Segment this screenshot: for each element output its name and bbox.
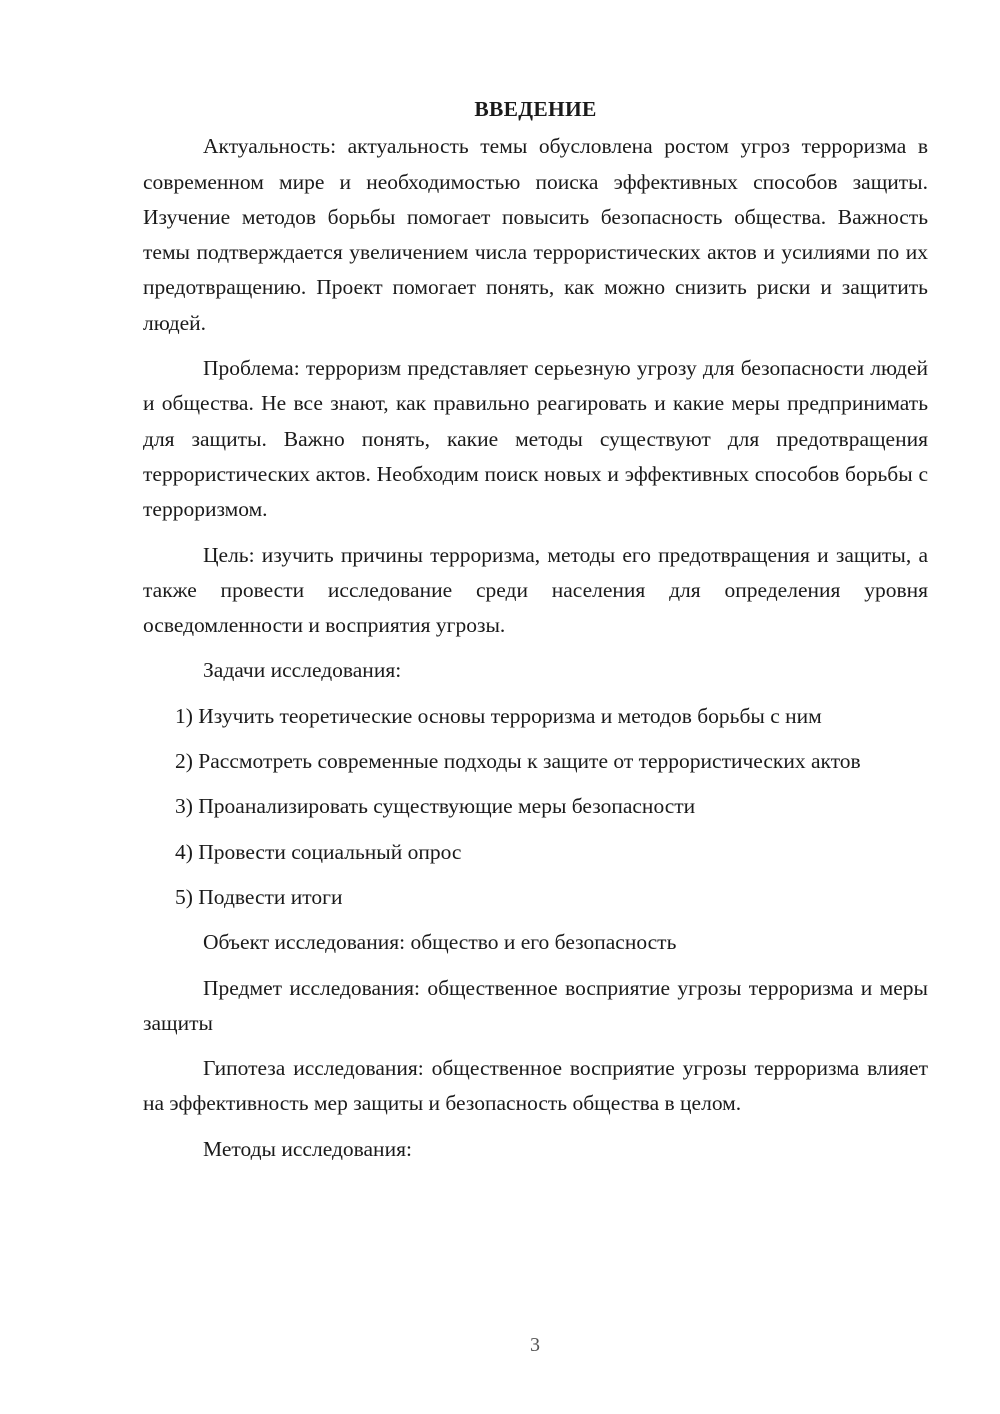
tasks-label: Задачи исследования: [203,658,402,683]
section-heading: ВВЕДЕНИЕ [474,97,597,121]
document-page [143,92,928,1177]
task-item-1: 1) Изучить теоретические основы терроризма и методов борьбы с ним [175,703,822,728]
hypothesis-paragraph: Гипотеза исследования: общественное восприятие угрозы терроризма влияет на эффективность мер защиты и безопасность общества в целом. [143,1056,928,1116]
task-item-2: 2) Рассмотреть современные подходы к защите от террористических актов [175,749,861,774]
relevance-paragraph: Актуальность: актуальность темы обусловлена ростом угроз терроризма в современном мире и необходимостью поиска эффективных способов защиты. Изучение методов борьбы помогает повысить безопасность общества. Важность темы подтверждается увеличением числа террористических актов и усилиями по их предотвращению. Проект помогает понять, как можно снизить риски и защитить людей. [143,134,928,335]
page-number: 3 [530,1334,540,1356]
object-paragraph: Объект исследования: общество и его безопасность [203,930,677,955]
goal-paragraph: Цель: изучить причины терроризма, методы его предотвращения и защиты, а также провести исследование среди населения для определения уровня осведомленности и восприятия угрозы. [143,542,928,638]
methods-label: Методы исследования: [203,1136,412,1161]
problem-paragraph: Проблема: терроризм представляет серьезную угрозу для безопасности людей и общества. Не все знают, как правильно реагировать и какие меры предпринимать для защиты. Важно понять, какие методы существуют для предотвращения террористических актов. Необходим поиск новых и эффективных способов борьбы с терроризмом. [143,356,928,522]
subject-paragraph: Предмет исследования: общественное восприятие угрозы терроризма и меры защиты [143,975,928,1035]
task-item-3: 3) Проанализировать существующие меры безопасности [175,794,696,819]
task-item-4: 4) Провести социальный опрос [175,839,462,864]
task-item-5: 5) Подвести итоги [175,884,343,909]
